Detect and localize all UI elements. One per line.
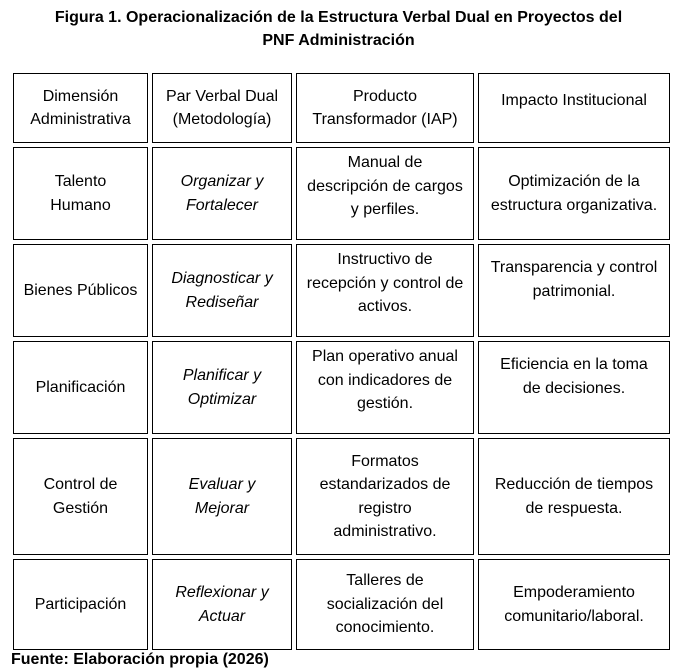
cell-line: administrativo. xyxy=(333,523,437,540)
row-5-impacto xyxy=(478,559,670,650)
cell-line: patrimonial. xyxy=(532,282,616,300)
cell-line: de respuesta. xyxy=(525,499,623,517)
header-producto xyxy=(296,73,474,143)
row-4-impacto xyxy=(478,438,670,555)
row-4-producto xyxy=(296,438,474,555)
row-3-impacto xyxy=(478,341,670,434)
cell-line: gestión. xyxy=(356,395,414,412)
cell-line: Optimización de la xyxy=(508,173,640,190)
cell-line: Mejorar xyxy=(194,499,250,517)
row-4-dimension xyxy=(13,438,148,555)
cell-line: Organizar y xyxy=(180,173,264,190)
header-par-verbal xyxy=(152,73,292,143)
cell-line: Humano xyxy=(50,196,111,214)
cell-line: Transparencia y control xyxy=(490,259,658,276)
source-note: Fuente: Elaboración propia (2026) xyxy=(11,651,269,668)
cell-line: Reducción de tiempos xyxy=(494,476,654,493)
cell-line: Plan operativo anual xyxy=(312,348,458,365)
cell-line: estructura organizativa. xyxy=(490,196,658,214)
cell-line: Bienes Públicos xyxy=(23,281,138,299)
operationalization-table xyxy=(13,73,670,646)
cell-line: socialización del xyxy=(326,595,444,613)
figure-title xyxy=(0,6,677,52)
header-par-verbal-line: Par Verbal Dual xyxy=(165,87,279,105)
cell-line: Optimizar xyxy=(187,390,257,408)
cell-line: con indicadores de xyxy=(317,371,453,389)
row-5-par-verbal xyxy=(152,559,292,650)
row-2-producto xyxy=(296,244,474,337)
cell-line: Manual de xyxy=(347,154,423,171)
cell-line: y perfiles. xyxy=(350,201,420,218)
header-dimension-line: Administrativa xyxy=(30,111,131,128)
cell-line: Planificación xyxy=(35,378,126,396)
cell-line: Rediseñar xyxy=(185,293,259,311)
header-producto-line: Producto xyxy=(352,87,418,105)
cell-line: conocimiento. xyxy=(335,619,435,637)
cell-line: Eficiencia en la toma xyxy=(500,356,648,373)
cell-line: Fortalecer xyxy=(185,196,258,214)
cell-line: recepción y control de xyxy=(306,274,464,292)
header-dimension xyxy=(13,73,148,143)
cell-line: Participación xyxy=(34,595,127,613)
row-1-par-verbal xyxy=(152,147,292,240)
cell-line: Empoderamiento xyxy=(513,584,635,601)
figure-title-line-1: Figura 1. Operacionalización de la Estructura Verbal Dual en Proyectos del xyxy=(54,9,623,26)
row-2-impacto xyxy=(478,244,670,337)
cell-line: comunitario/laboral. xyxy=(504,607,644,625)
cell-line: Evaluar y xyxy=(188,476,256,493)
row-1-impacto xyxy=(478,147,670,240)
header-impacto-line: Impacto Institucional xyxy=(501,92,647,109)
row-1-dimension xyxy=(13,147,148,240)
cell-line: Formatos xyxy=(351,452,419,470)
row-5-producto xyxy=(296,559,474,650)
row-3-producto xyxy=(296,341,474,434)
figure-title-line-2: PNF Administración xyxy=(262,32,415,49)
row-2-par-verbal xyxy=(152,244,292,337)
header-par-verbal-line: (Metodología) xyxy=(172,111,272,128)
header-producto-line: Transformador (IAP) xyxy=(312,111,458,128)
cell-line: descripción de cargos xyxy=(307,177,463,195)
header-impacto xyxy=(478,73,670,143)
row-4-par-verbal xyxy=(152,438,292,555)
cell-line: Talento xyxy=(54,173,107,190)
cell-line: Talleres de xyxy=(346,572,424,590)
cell-line: Actuar xyxy=(198,607,246,625)
header-dimension-line: Dimensión xyxy=(42,87,119,105)
cell-line: registro xyxy=(358,499,412,517)
row-3-par-verbal xyxy=(152,341,292,434)
cell-line: Diagnosticar y xyxy=(171,270,273,287)
row-1-producto xyxy=(296,147,474,240)
cell-line: estandarizados de xyxy=(319,476,451,493)
row-3-dimension xyxy=(13,341,148,434)
cell-line: Planificar y xyxy=(182,367,262,384)
cell-line: de decisiones. xyxy=(522,379,626,397)
cell-line: activos. xyxy=(357,298,413,315)
cell-line: Control de xyxy=(43,476,118,493)
row-5-dimension xyxy=(13,559,148,650)
cell-line: Instructivo de xyxy=(337,251,433,268)
row-2-dimension xyxy=(13,244,148,337)
cell-line: Reflexionar y xyxy=(175,584,269,601)
cell-line: Gestión xyxy=(52,499,109,517)
